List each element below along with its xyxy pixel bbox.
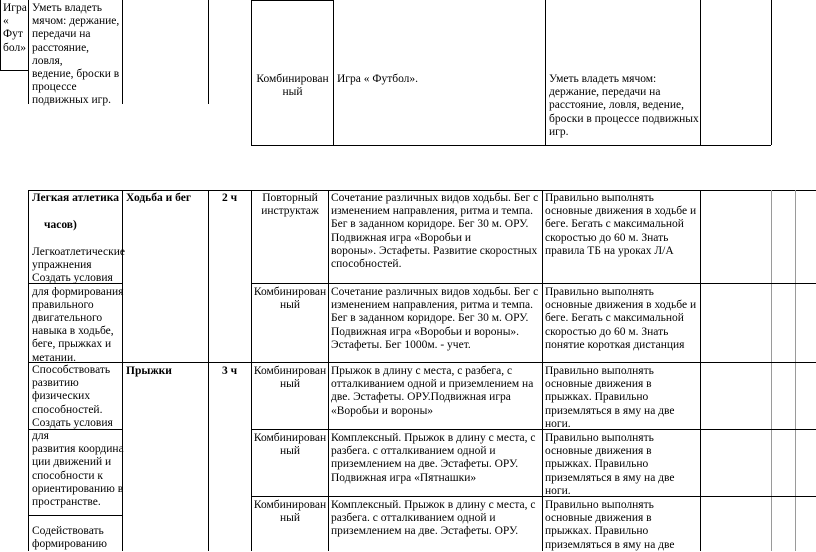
lesson-result: Правильно выполнять основные движения в прыжках. Правильно приземляться в яму на две [545, 499, 675, 551]
cell-topic-game: Игра « Фут бол» [3, 2, 27, 54]
grid-line [333, 0, 334, 145]
cell-lesson-content-top: Игра « Футбол». [337, 73, 419, 85]
section-heading: Легкая атлетика [32, 192, 119, 204]
grid-line [251, 145, 771, 146]
lesson-content: Комплексный. Прыжок в длину с места, с разбега. с отталкиванием одной и приземлением на две. Эстафеты. ОРУ. Подвижная игра «Пятнашки» [331, 432, 536, 484]
topic-hours: 3 ч [221, 365, 238, 377]
grid-line [545, 0, 546, 145]
section-description: Легкоатлетические упражнения Создать условия для формирования правильного двигательного навыка в ходьбе, беге, прыжках и метании. [32, 246, 125, 364]
grid-line [771, 0, 772, 145]
lesson-content: Сочетание различных видов ходьбы. Бег с изменением направления, ритма и темпа. Бег в заданном коридоре. Бег 30 м. ОРУ. Подвижная игра «Воробьи и вороны». Эстафеты. Бег 1000м. - учет. [331, 286, 539, 351]
grid-line [28, 190, 29, 551]
topic-hours: 2 ч [221, 192, 238, 204]
grid-line [251, 0, 333, 1]
lesson-result: Правильно выполнять основные движения в прыжках. Правильно приземляться в яму на две ноги. [545, 365, 675, 430]
section-description: Способствовать развитию физических способностей. Создать условия для развития координа ции движений и способности к ориентированию в пространстве. [32, 364, 124, 509]
grid-line [28, 515, 122, 516]
grid-line [0, 70, 28, 71]
lesson-result: Правильно выполнять основные движения в ходьбе и беге. Бегать с максимальной скоростью до 60 м. Знать понятие короткая дистанция [545, 286, 697, 351]
lesson-result: Правильно выполнять основные движения в ходьбе и беге. Бегать с максимальной скоростью до 60 м. Знать правила ТБ на уроках Л/А [545, 192, 697, 257]
lesson-content: Сочетание различных видов ходьбы. Бег с изменением направления, ритма и темпа. Бег в заданном коридоре. Бег 30 м. ОРУ. Подвижная игра «Воробьи и вороны». Эстафеты. Развитие скоростных способностей. [331, 192, 539, 271]
grid-line [0, 0, 1, 70]
lesson-result: Правильно выполнять основные движения в прыжках. Правильно приземляться в яму на две ноги. [545, 432, 675, 497]
grid-line [122, 0, 123, 104]
grid-line [28, 362, 816, 363]
lesson-type: Комбинирован ный [253, 286, 327, 312]
cell-lesson-result-top: Уметь владеть мячом: держание, передачи на расстояние, ловля, ведение, броски в процессе подвижных игр. [549, 73, 699, 138]
lesson-type: Комбинирован ный [253, 499, 327, 525]
section-description: Содействовать формированию [32, 525, 107, 551]
cell-goal-football: Уметь владеть мячом: держание, передачи на расстояние, ловля, ведение, броски в процессе подвижных игр. [32, 2, 120, 107]
lesson-type: Повторный инструктаж [261, 192, 319, 218]
section-hours-note: часов) [44, 219, 77, 231]
lesson-type: Комбинирован ный [253, 365, 327, 391]
lesson-type: Комбинирован ный [253, 432, 327, 458]
lesson-content: Комплексный. Прыжок в длину с места, с разбега. с отталкиванием одной и приземлением на две. Эстафеты. ОРУ. [331, 499, 536, 538]
grid-line [251, 283, 816, 284]
grid-line [208, 0, 209, 104]
lesson-content: Прыжок в длину с места, с разбега, с отталкиванием одной и приземлением на две. Эстафеты. ОРУ.Подвижная игра «Воробьи и вороны» [331, 365, 534, 417]
grid-line [28, 190, 816, 191]
grid-line [251, 429, 816, 430]
cell-lesson-type-top: Комбинирован ный [256, 73, 329, 99]
grid-line [251, 496, 816, 497]
topic-name: Ходьба и бег [126, 192, 192, 204]
topic-name: Прыжки [126, 365, 172, 377]
